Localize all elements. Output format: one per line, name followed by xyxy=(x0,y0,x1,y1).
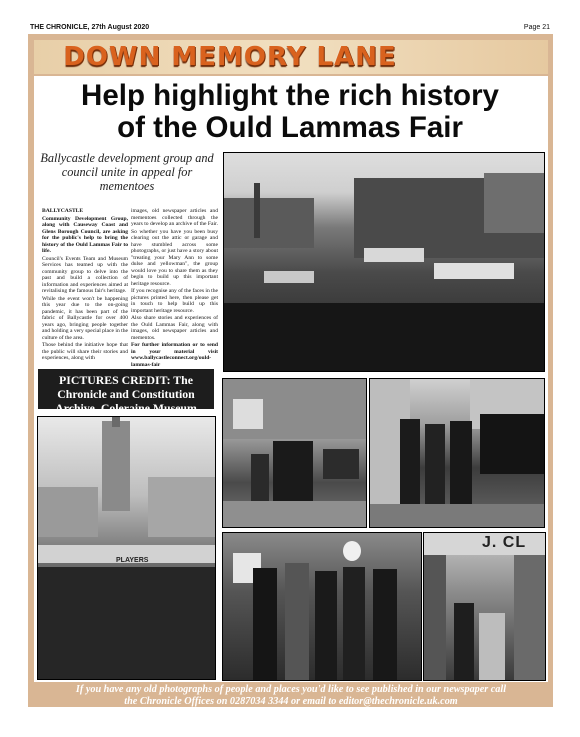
publication-date: THE CHRONICLE, 27th August 2020 xyxy=(30,24,150,31)
photo-horse-dealers xyxy=(369,378,545,528)
paragraph: So whether you have you been busy clearing out the attic or garage and have stumbled across some photographs, or just have a story about "treating your Mary Ann to some dulse and yellowman", the group would love you to share them as they begin to build up this important heritage resource. xyxy=(131,228,218,287)
paragraph: While the event won't be happening this year due to the on-going pandemic, it has been part of the fabric of Ballycastle for over 400 years ago, bringing people together and holding a very special place in the culture of the area. xyxy=(42,295,128,341)
standfirst: Ballycastle development group and council unite in appeal for mementoes xyxy=(40,151,214,193)
bunting-sign: PLAYERS xyxy=(116,557,149,564)
photo-fair-crowd xyxy=(223,152,545,372)
section-title: DOWN MEMORY LANE xyxy=(63,42,397,72)
page-number: Page 21 xyxy=(523,24,550,31)
credit-line: Chronicle and Constitution xyxy=(57,387,195,401)
paragraph: Also share stories and experiences of the Ould Lammas Fair, along with images, old newspaper articles and mementos. xyxy=(131,315,218,341)
footer-line: the Chronicle Offices on 0287034 3344 or email to editor@thechronicle.uk.com xyxy=(124,696,458,707)
photo-clock-tower xyxy=(37,416,216,680)
paragraph: images, old newspaper articles and mementoes collected through the years to develop an archive of the Fair. xyxy=(131,208,218,227)
photo-shopfront-family xyxy=(423,532,546,681)
credit-line: Archive, Coleraine Museum xyxy=(55,401,197,415)
headline-line-1: Help highlight the rich history xyxy=(81,79,499,112)
paragraph: If you recognise any of the faces in the pictures printed here, then please get in touch to help build up this important heritage resource. xyxy=(131,288,218,314)
article-column-2 xyxy=(131,208,218,369)
footer-appeal xyxy=(34,684,548,708)
dateline: BALLYCASTLE xyxy=(42,208,84,214)
article-column-1 xyxy=(42,208,128,363)
contact-info: For further information or to send in your material visit www.ballycastleconnect.org/ould-lammas-fair xyxy=(131,342,218,368)
photo-horse-street xyxy=(222,378,367,528)
lead-paragraph: Community Development Group, along with Causeway Coast and Glens Borough Council, are asking for the public's help to bring the history of the Ould Lammas Fair to life. xyxy=(42,215,128,254)
headline-line-2: of the Ould Lammas Fair xyxy=(117,111,463,144)
section-banner xyxy=(34,40,548,74)
headline xyxy=(36,80,544,144)
footer-line: If you have any old photographs of people and places you'd like to see published in our newspaper call xyxy=(75,684,507,695)
credit-line: PICTURES CREDIT: The xyxy=(59,373,193,387)
paragraph: Council's Events Team and Museum Services has teamed up with the community group to delve into the past and build a collection of information and experiences aimed at revitalising the famous fair's heritage. xyxy=(42,255,128,294)
pictures-credit xyxy=(38,369,214,415)
paragraph: Those behind the initiative hope that the public will share their stories and experiences, along with xyxy=(42,342,128,361)
shop-sign: J. CL xyxy=(482,534,527,551)
photo-group-men xyxy=(222,532,422,681)
